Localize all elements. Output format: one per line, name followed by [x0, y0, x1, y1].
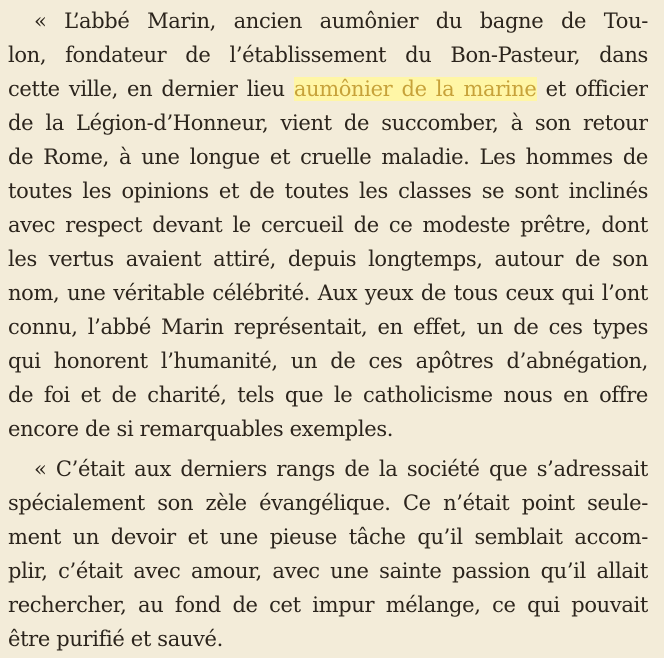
- text-line: [8, 486, 648, 520]
- line-text: nom, une véritable célébrité. Aux yeux de tous ceux qui l’ont: [8, 281, 648, 305]
- text-line: [8, 412, 648, 446]
- text-line: [8, 38, 648, 72]
- text-line: [8, 208, 648, 242]
- text-line: [8, 310, 648, 344]
- text-line: [8, 588, 648, 622]
- text-line: [8, 140, 648, 174]
- line-text: plir, c’était avec amour, avec une sainte passion qu’il allait: [8, 559, 648, 583]
- line-text: qui honorent l’humanité, un de ces apôtres d’abnégation,: [8, 349, 648, 373]
- line-text: avec respect devant le cercueil de ce modeste prêtre, dont: [8, 213, 648, 237]
- line-text: connu, l’abbé Marin représentait, en effet, un de ces types: [8, 315, 648, 339]
- line-text: rechercher, au fond de cet impur mélange, ce qui pouvait: [8, 593, 648, 617]
- line-text: être purifié et sauvé.: [8, 627, 223, 651]
- line-text: cette ville, en dernier lieu: [8, 77, 294, 101]
- line-text: toutes les opinions et de toutes les classes se sont inclinés: [8, 179, 648, 203]
- line-text: les vertus avaient attiré, depuis longtemps, autour de son: [8, 247, 648, 271]
- line-text: encore de si remarquables exemples.: [8, 417, 394, 441]
- line-text: de foi et de charité, tels que le catholicisme nous en offre: [8, 383, 648, 407]
- text-line: [8, 72, 648, 106]
- line-text: de la Légion-d’Honneur, vient de succomber, à son retour: [8, 111, 648, 135]
- line-text: ment un devoir et une pieuse tâche qu’il semblait accom-: [8, 525, 648, 549]
- text-line: [8, 242, 648, 276]
- text-line: [8, 174, 648, 208]
- text-line: [8, 4, 648, 38]
- text-line: [8, 622, 648, 656]
- highlighted-text: aumônier de la marine: [293, 77, 537, 101]
- text-line: [8, 378, 648, 412]
- text-line: [8, 344, 648, 378]
- line-text: « C’était aux derniers rangs de la société que s’adressait: [34, 457, 648, 481]
- line-text: et officier: [536, 77, 648, 101]
- text-line: [8, 452, 648, 486]
- text-line: [8, 276, 648, 310]
- line-text: « L’abbé Marin, ancien aumônier du bagne de Tou-: [34, 9, 648, 33]
- text-line: [8, 106, 648, 140]
- line-text: lon, fondateur de l’établissement du Bon-Pasteur, dans: [8, 43, 648, 67]
- line-text: de Rome, à une longue et cruelle maladie. Les hommes de: [8, 145, 648, 169]
- text-line: [8, 520, 648, 554]
- text-line: [8, 554, 648, 588]
- line-text: spécialement son zèle évangélique. Ce n’était point seule-: [8, 491, 648, 515]
